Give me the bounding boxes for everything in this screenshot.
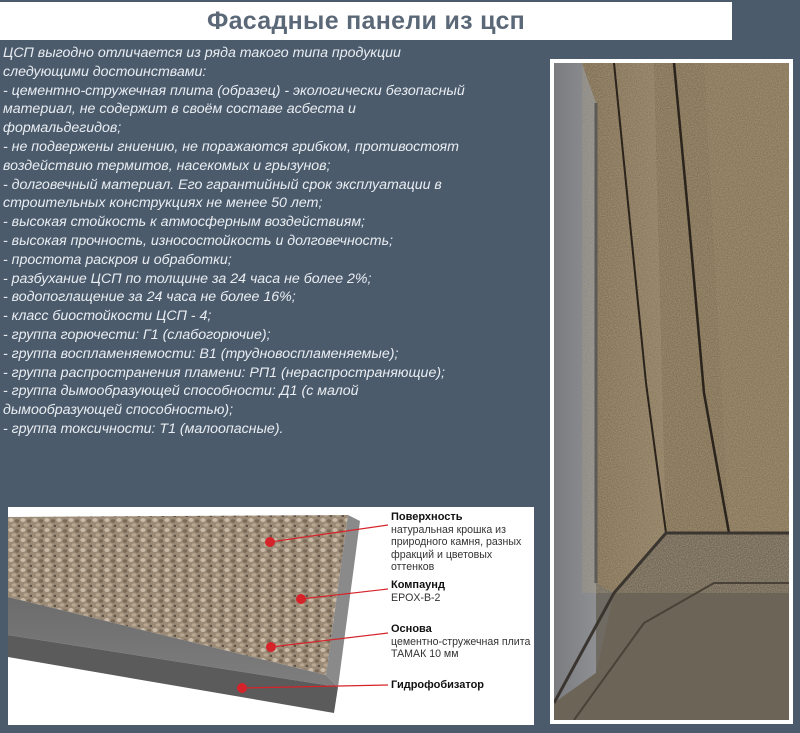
label-hydrophobizer-title: Гидрофобизатор bbox=[391, 679, 485, 691]
label-surface-text: натуральная крошка из природного камня, разных фракций и цветовых оттенков bbox=[391, 523, 522, 574]
desc-item: - цементно-стружечная плита (образец) - экологически безопасный материал, не содержит в своём составе асбеста и формальдегидов; bbox=[3, 82, 465, 137]
panel-photo-frame bbox=[550, 59, 793, 724]
desc-item: - группа токсичности: Т1 (малоопасные). bbox=[3, 420, 284, 437]
title-bar bbox=[0, 2, 732, 40]
desc-item: - группа распространения пламени: РП1 (нераспространяющие); bbox=[3, 364, 446, 381]
layer-diagram bbox=[8, 507, 534, 725]
desc-item: - водопоглащение за 24 часа не более 16%; bbox=[3, 289, 296, 306]
page-title: Фасадные панели из цсп bbox=[206, 6, 526, 35]
label-compound-title: Компаунд bbox=[391, 579, 445, 591]
label-compound-text: EPOX-B-2 bbox=[391, 591, 441, 604]
label-base-text: цементно-стружечная плита ТАМАК 10 мм bbox=[391, 635, 531, 661]
label-compound bbox=[391, 579, 445, 604]
label-base-title: Основа bbox=[391, 623, 432, 635]
desc-item: - не подвержены гниению, не поражаются грибком, противостоят воздействию термитов, насекомых и грызунов; bbox=[3, 138, 459, 174]
label-surface-title: Поверхность bbox=[391, 511, 463, 523]
desc-item: - группа воспламеняемости: В1 (трудновоспламеняемые); bbox=[3, 345, 399, 362]
desc-item: - простота раскроя и обработки; bbox=[3, 251, 232, 268]
panel-photo-image bbox=[554, 63, 789, 720]
label-base bbox=[391, 623, 531, 661]
desc-item: - высокая стойкость к атмосферным воздействиям; bbox=[3, 214, 365, 231]
description bbox=[3, 44, 473, 439]
diagram-slab-image bbox=[8, 507, 388, 725]
desc-item: - группа дымообразующей способности: Д1 (с малой дымообразующей способностью); bbox=[3, 383, 359, 419]
label-surface bbox=[391, 511, 531, 574]
label-hydrophobizer bbox=[391, 679, 484, 692]
desc-item: - разбухание ЦСП по толщине за 24 часа не более 2%; bbox=[3, 270, 372, 287]
desc-item: - группа горючести: Г1 (слабогорючие); bbox=[3, 326, 271, 343]
desc-item: - высокая прочность, износостойкость и долговечность; bbox=[3, 232, 393, 249]
desc-intro: ЦСП выгодно отличается из ряда такого типа продукции следующими достоинствами: bbox=[3, 45, 401, 80]
panel-photo bbox=[554, 63, 789, 720]
desc-item: - класс биостойкости ЦСП - 4; bbox=[3, 308, 212, 325]
desc-item: - долговечный материал. Его гарантийный срок эксплуатации в строительных конструкциях не менее 50 лет; bbox=[3, 176, 442, 212]
